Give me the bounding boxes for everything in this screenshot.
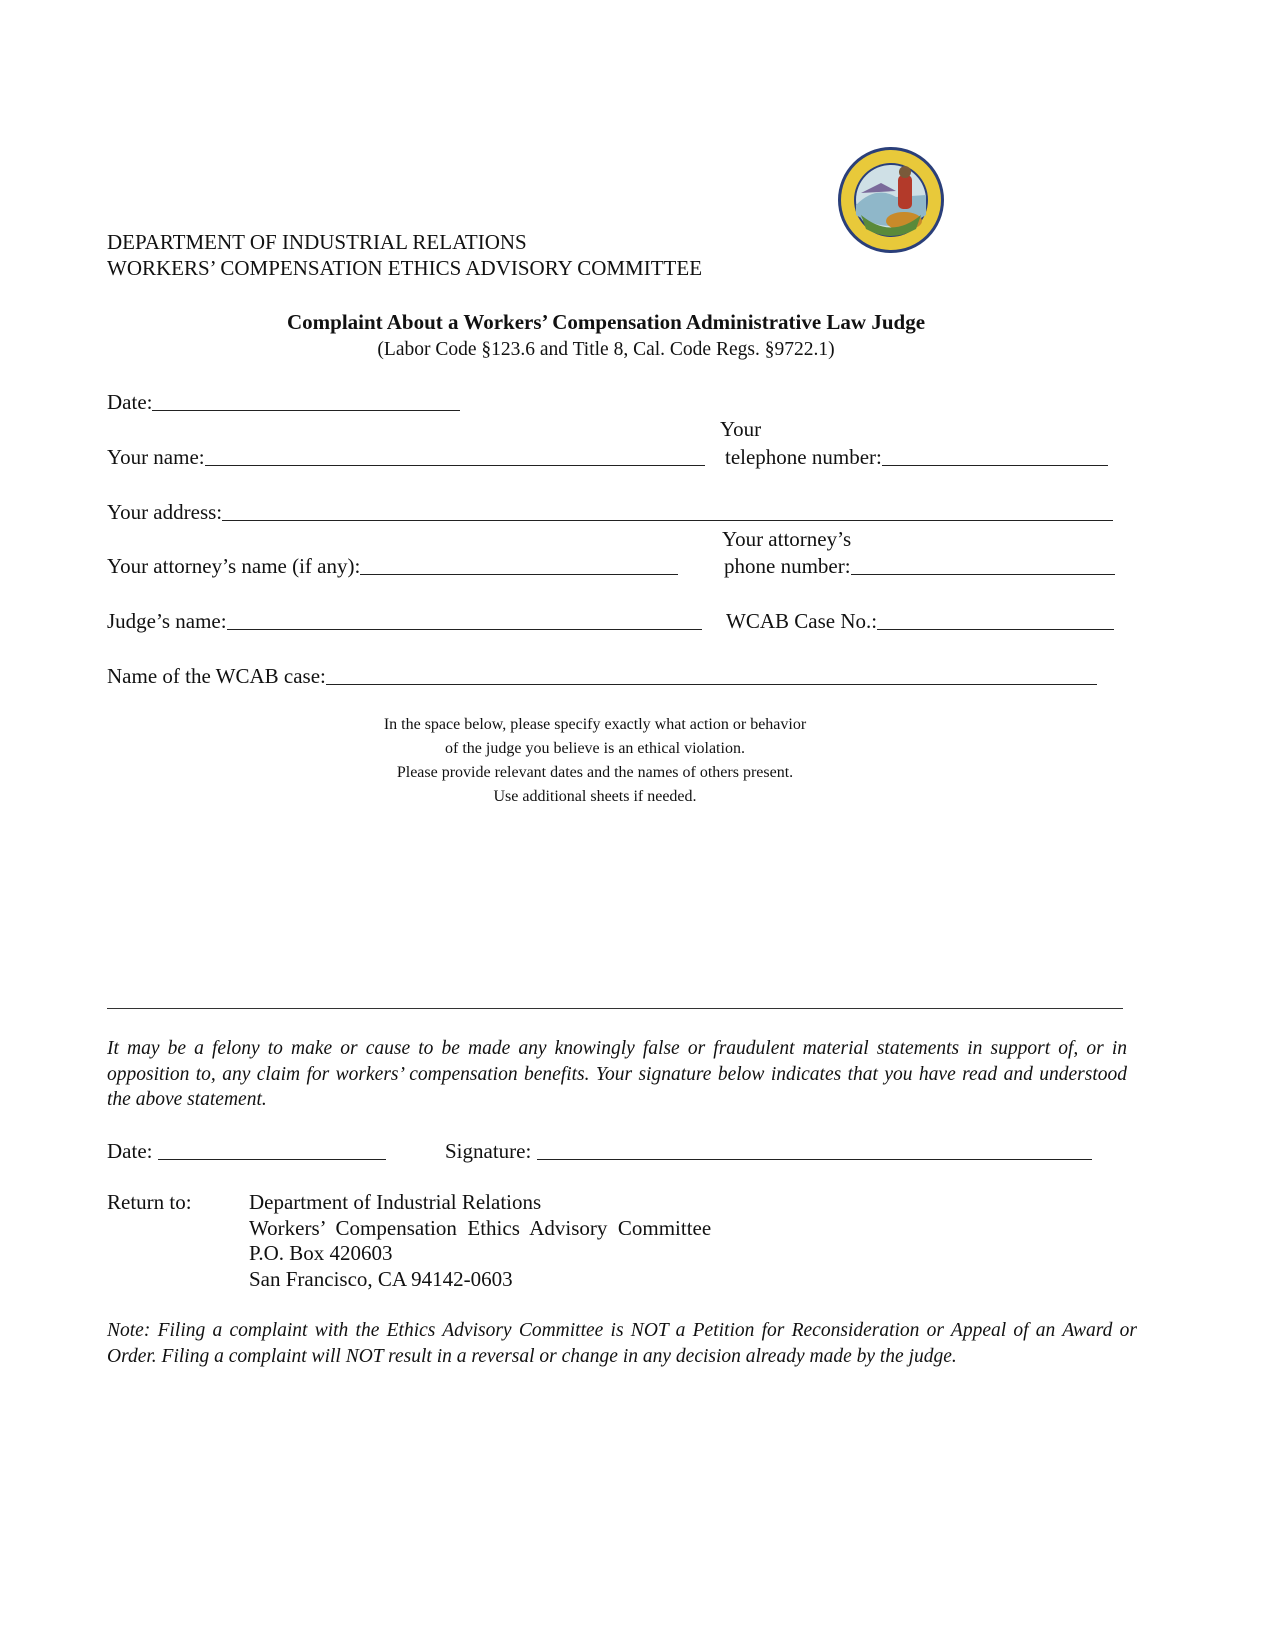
date-row xyxy=(107,390,460,414)
return-to-label: Return to: xyxy=(107,1190,192,1214)
your-name-field[interactable] xyxy=(205,445,705,466)
instruction-line: Use additional sheets if needed. xyxy=(493,788,697,805)
case-name-label: Name of the WCAB case: xyxy=(107,664,326,688)
sign-date-field[interactable] xyxy=(158,1139,386,1160)
return-address-line: San Francisco, CA 94142-0603 xyxy=(249,1267,513,1291)
judge-name-field[interactable] xyxy=(227,609,702,630)
sign-date-label: Date: xyxy=(107,1139,153,1163)
phone-field[interactable] xyxy=(882,445,1108,466)
case-no-field[interactable] xyxy=(877,609,1114,630)
address-label: Your address: xyxy=(107,500,223,524)
return-address-line: Department of Industrial Relations xyxy=(249,1190,542,1214)
department-name: DEPARTMENT OF INDUSTRIAL RELATIONS xyxy=(107,230,527,254)
address-field[interactable] xyxy=(222,500,1113,521)
judge-row xyxy=(107,609,702,633)
form-subtitle: (Labor Code §123.6 and Title 8, Cal. Code Regs. §9722.1) xyxy=(377,339,835,360)
felony-warning: It may be a felony to make or cause to be made any knowingly false or fraudulent material statements in support of, or in opposition to, any claim for workers’ compensation benefits. Your signature below indicates that you have read and understood the above statement. xyxy=(107,1038,1127,1110)
phone-label: telephone number: xyxy=(725,445,882,469)
return-address-line: Workers’ Compensation Ethics Advisory Committee xyxy=(249,1216,712,1240)
attorney-phone-label: phone number: xyxy=(724,554,851,578)
filing-note: Note: Filing a complaint with the Ethics Advisory Committee is NOT a Petition for Reconsideration or Appeal of an Award or Order. Filing a complaint will NOT result in a reversal or change in any decision already made by the judge. xyxy=(107,1320,1137,1367)
phone-row xyxy=(725,445,1108,469)
instruction-line: of the judge you believe is an ethical violation. xyxy=(445,740,745,757)
description-bottom-line xyxy=(107,1008,1123,1009)
signature-label: Signature: xyxy=(445,1139,532,1163)
division-seal-logo xyxy=(836,145,946,255)
instruction-line: Please provide relevant dates and the names of others present. xyxy=(396,764,794,781)
attorney-name-field[interactable] xyxy=(360,554,678,575)
phone-label-top: Your xyxy=(720,417,762,441)
attorney-row xyxy=(107,554,678,578)
instruction-line: In the space below, please specify exactly what action or behavior xyxy=(383,716,807,733)
complaint-description-area[interactable] xyxy=(107,815,1123,1005)
attorney-name-label: Your attorney’s name (if any): xyxy=(107,554,361,578)
attorney-phone-field[interactable] xyxy=(851,554,1115,575)
judge-name-label: Judge’s name: xyxy=(107,609,227,633)
attorney-phone-row xyxy=(724,554,1115,578)
case-name-row xyxy=(107,664,1097,688)
attorney-phone-label-top: Your attorney’s xyxy=(722,527,852,551)
name-row xyxy=(107,445,705,469)
form-title: Complaint About a Workers’ Compensation Administrative Law Judge xyxy=(286,310,926,334)
case-name-field[interactable] xyxy=(326,664,1097,685)
your-name-label: Your name: xyxy=(107,445,205,469)
committee-name: WORKERS’ COMPENSATION ETHICS ADVISORY COMMITTEE xyxy=(107,256,703,280)
address-row xyxy=(107,500,1113,524)
case-no-row xyxy=(726,609,1114,633)
return-address-line: P.O. Box 420603 xyxy=(249,1241,393,1265)
date-field[interactable] xyxy=(152,390,460,411)
case-no-label: WCAB Case No.: xyxy=(726,609,878,633)
signature-field[interactable] xyxy=(537,1139,1092,1160)
date-label: Date: xyxy=(107,390,153,414)
signature-row xyxy=(445,1139,1092,1163)
sign-date-row xyxy=(107,1139,386,1163)
